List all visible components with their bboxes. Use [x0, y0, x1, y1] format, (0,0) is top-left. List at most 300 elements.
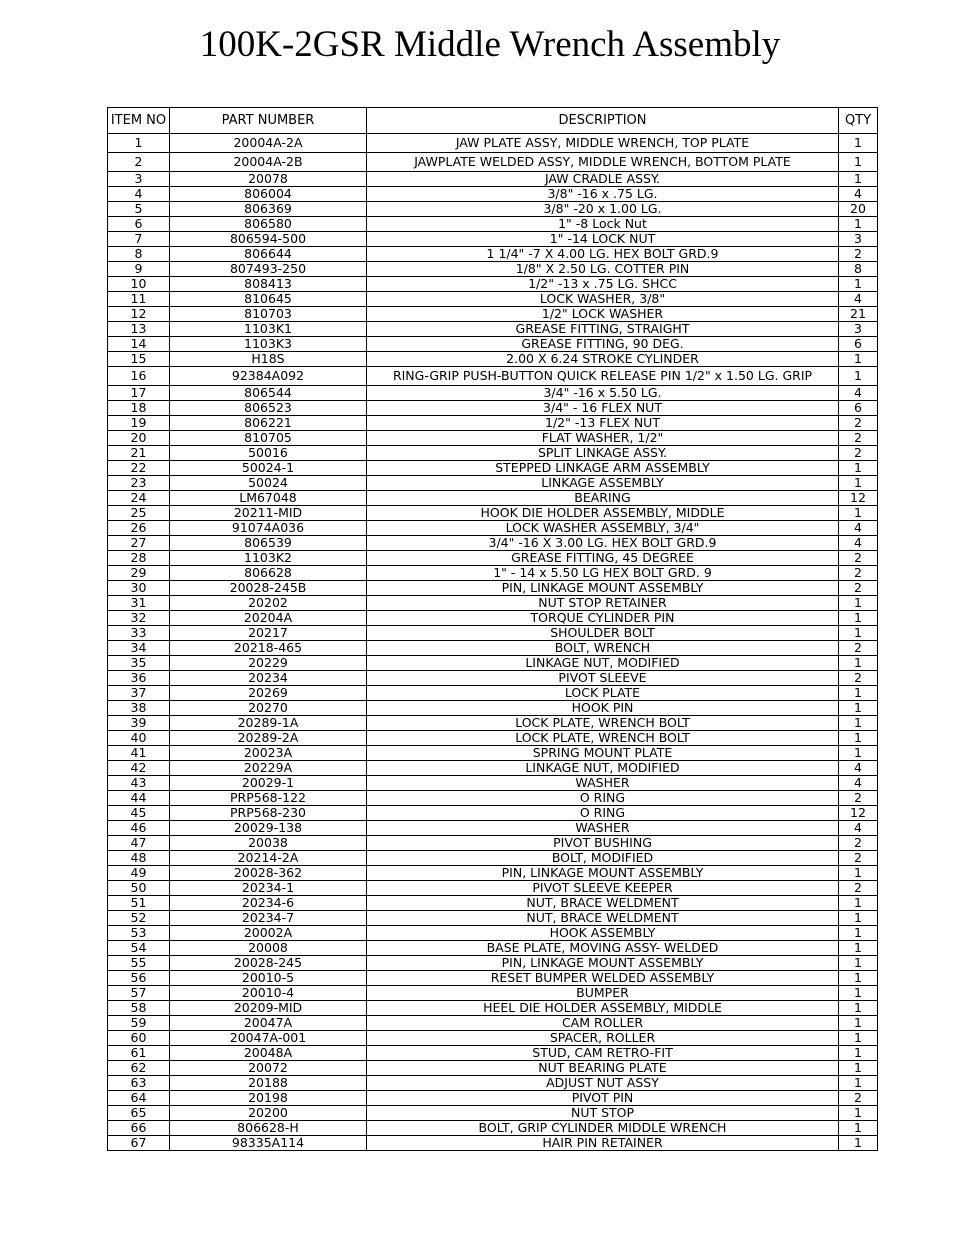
- qty-cell: 2: [839, 671, 878, 686]
- qty-cell: 2: [839, 851, 878, 866]
- description-cell: HOOK ASSEMBLY: [367, 926, 839, 941]
- qty-cell: 4: [839, 761, 878, 776]
- header-qty: QTY: [839, 108, 878, 134]
- qty-cell: 1: [839, 1046, 878, 1061]
- item-no-cell: 29: [108, 566, 170, 581]
- item-no-cell: 16: [108, 367, 170, 386]
- table-row: [108, 262, 878, 277]
- qty-cell: 4: [839, 187, 878, 202]
- description-cell: 3/8" -16 x .75 LG.: [367, 187, 839, 202]
- item-no-cell: 62: [108, 1061, 170, 1076]
- part-number-cell: 20004A-2A: [170, 134, 367, 153]
- qty-cell: 1: [839, 686, 878, 701]
- table-row: [108, 596, 878, 611]
- qty-cell: 1: [839, 911, 878, 926]
- description-cell: JAW CRADLE ASSY.: [367, 172, 839, 187]
- part-number-cell: 20229A: [170, 761, 367, 776]
- qty-cell: 20: [839, 202, 878, 217]
- item-no-cell: 7: [108, 232, 170, 247]
- table-row: [108, 491, 878, 506]
- table-row: [108, 791, 878, 806]
- table-row: [108, 401, 878, 416]
- part-number-cell: 20048A: [170, 1046, 367, 1061]
- item-no-cell: 38: [108, 701, 170, 716]
- description-cell: LOCK PLATE, WRENCH BOLT: [367, 731, 839, 746]
- description-cell: NUT STOP: [367, 1106, 839, 1121]
- table-row: [108, 821, 878, 836]
- qty-cell: 1: [839, 172, 878, 187]
- table-row: [108, 971, 878, 986]
- qty-cell: 2: [839, 431, 878, 446]
- part-number-cell: LM67048: [170, 491, 367, 506]
- part-number-cell: H18S: [170, 352, 367, 367]
- qty-cell: 1: [839, 134, 878, 153]
- description-cell: NUT, BRACE WELDMENT: [367, 911, 839, 926]
- table-row: [108, 941, 878, 956]
- part-number-cell: 91074A036: [170, 521, 367, 536]
- qty-cell: 1: [839, 701, 878, 716]
- description-cell: HOOK PIN: [367, 701, 839, 716]
- part-number-cell: 20289-1A: [170, 716, 367, 731]
- item-no-cell: 2: [108, 153, 170, 172]
- description-cell: 1" -14 LOCK NUT: [367, 232, 839, 247]
- item-no-cell: 34: [108, 641, 170, 656]
- description-cell: LOCK WASHER ASSEMBLY, 3/4": [367, 521, 839, 536]
- item-no-cell: 25: [108, 506, 170, 521]
- qty-cell: 1: [839, 656, 878, 671]
- part-number-cell: 20028-245: [170, 956, 367, 971]
- table-row: [108, 686, 878, 701]
- table-row: [108, 307, 878, 322]
- table-row: [108, 806, 878, 821]
- table-row: [108, 416, 878, 431]
- qty-cell: 1: [839, 461, 878, 476]
- description-cell: HOOK DIE HOLDER ASSEMBLY, MIDDLE: [367, 506, 839, 521]
- item-no-cell: 12: [108, 307, 170, 322]
- qty-cell: 4: [839, 536, 878, 551]
- item-no-cell: 41: [108, 746, 170, 761]
- item-no-cell: 65: [108, 1106, 170, 1121]
- description-cell: 3/4" -16 x 5.50 LG.: [367, 386, 839, 401]
- part-number-cell: 20217: [170, 626, 367, 641]
- item-no-cell: 27: [108, 536, 170, 551]
- item-no-cell: 45: [108, 806, 170, 821]
- item-no-cell: 26: [108, 521, 170, 536]
- table-row: [108, 896, 878, 911]
- qty-cell: 1: [839, 1031, 878, 1046]
- part-number-cell: 20029-1: [170, 776, 367, 791]
- qty-cell: 2: [839, 416, 878, 431]
- table-row: [108, 776, 878, 791]
- description-cell: CAM ROLLER: [367, 1016, 839, 1031]
- description-cell: JAWPLATE WELDED ASSY, MIDDLE WRENCH, BOTTOM PLATE: [367, 153, 839, 172]
- qty-cell: 1: [839, 611, 878, 626]
- description-cell: BASE PLATE, MOVING ASSY- WELDED: [367, 941, 839, 956]
- item-no-cell: 36: [108, 671, 170, 686]
- part-number-cell: 806580: [170, 217, 367, 232]
- item-no-cell: 47: [108, 836, 170, 851]
- item-no-cell: 43: [108, 776, 170, 791]
- page-title: 100K-2GSR Middle Wrench Assembly: [199, 24, 781, 65]
- description-cell: PIVOT PIN: [367, 1091, 839, 1106]
- description-cell: RING-GRIP PUSH-BUTTON QUICK RELEASE PIN 1/2" x 1.50 LG. GRIP: [367, 367, 839, 386]
- part-number-cell: 20200: [170, 1106, 367, 1121]
- header-part-number: PART NUMBER: [170, 108, 367, 134]
- qty-cell: 1: [839, 476, 878, 491]
- part-number-cell: 20010-4: [170, 986, 367, 1001]
- table-row: [108, 1046, 878, 1061]
- item-no-cell: 21: [108, 446, 170, 461]
- header-description: DESCRIPTION: [367, 108, 839, 134]
- part-number-cell: 20028-245B: [170, 581, 367, 596]
- table-row: [108, 581, 878, 596]
- description-cell: LINKAGE NUT, MODIFIED: [367, 656, 839, 671]
- table-row: [108, 153, 878, 172]
- table-row: [108, 476, 878, 491]
- part-number-cell: 806004: [170, 187, 367, 202]
- description-cell: 1/2" -13 x .75 LG. SHCC: [367, 277, 839, 292]
- item-no-cell: 19: [108, 416, 170, 431]
- part-number-cell: 20198: [170, 1091, 367, 1106]
- description-cell: LINKAGE NUT, MODIFIED: [367, 761, 839, 776]
- table-row: [108, 506, 878, 521]
- qty-cell: 1: [839, 1106, 878, 1121]
- part-number-cell: PRP568-122: [170, 791, 367, 806]
- qty-cell: 2: [839, 247, 878, 262]
- description-cell: NUT, BRACE WELDMENT: [367, 896, 839, 911]
- item-no-cell: 20: [108, 431, 170, 446]
- item-no-cell: 51: [108, 896, 170, 911]
- description-cell: NUT STOP RETAINER: [367, 596, 839, 611]
- table-row: [108, 187, 878, 202]
- qty-cell: 6: [839, 401, 878, 416]
- item-no-cell: 52: [108, 911, 170, 926]
- part-number-cell: 20211-MID: [170, 506, 367, 521]
- part-number-cell: 810645: [170, 292, 367, 307]
- item-no-cell: 39: [108, 716, 170, 731]
- item-no-cell: 46: [108, 821, 170, 836]
- table-row: [108, 1061, 878, 1076]
- qty-cell: 6: [839, 337, 878, 352]
- table-row: [108, 1106, 878, 1121]
- item-no-cell: 5: [108, 202, 170, 217]
- description-cell: BOLT, GRIP CYLINDER MIDDLE WRENCH: [367, 1121, 839, 1136]
- description-cell: O RING: [367, 791, 839, 806]
- qty-cell: 1: [839, 1001, 878, 1016]
- part-number-cell: 808413: [170, 277, 367, 292]
- table-row: [108, 881, 878, 896]
- description-cell: GREASE FITTING, STRAIGHT: [367, 322, 839, 337]
- item-no-cell: 31: [108, 596, 170, 611]
- qty-cell: 2: [839, 581, 878, 596]
- qty-cell: 1: [839, 1121, 878, 1136]
- qty-cell: 2: [839, 551, 878, 566]
- item-no-cell: 66: [108, 1121, 170, 1136]
- qty-cell: 4: [839, 386, 878, 401]
- part-number-cell: 20270: [170, 701, 367, 716]
- part-number-cell: 810705: [170, 431, 367, 446]
- qty-cell: 1: [839, 153, 878, 172]
- part-number-cell: 20038: [170, 836, 367, 851]
- description-cell: GREASE FITTING, 45 DEGREE: [367, 551, 839, 566]
- part-number-cell: 1103K3: [170, 337, 367, 352]
- part-number-cell: 20028-362: [170, 866, 367, 881]
- description-cell: RESET BUMPER WELDED ASSEMBLY: [367, 971, 839, 986]
- description-cell: HEEL DIE HOLDER ASSEMBLY, MIDDLE: [367, 1001, 839, 1016]
- table-row: [108, 1001, 878, 1016]
- part-number-cell: 20029-138: [170, 821, 367, 836]
- description-cell: LOCK WASHER, 3/8": [367, 292, 839, 307]
- description-cell: HAIR PIN RETAINER: [367, 1136, 839, 1151]
- table-row: [108, 986, 878, 1001]
- item-no-cell: 28: [108, 551, 170, 566]
- description-cell: 1 1/4" -7 X 4.00 LG. HEX BOLT GRD.9: [367, 247, 839, 262]
- qty-cell: 4: [839, 776, 878, 791]
- qty-cell: 1: [839, 217, 878, 232]
- parts-table: [107, 107, 878, 1151]
- qty-cell: 1: [839, 716, 878, 731]
- table-row: [108, 1136, 878, 1151]
- table-row: [108, 337, 878, 352]
- qty-cell: 4: [839, 521, 878, 536]
- qty-cell: 2: [839, 836, 878, 851]
- header-item-no: ITEM NO: [108, 108, 170, 134]
- item-no-cell: 64: [108, 1091, 170, 1106]
- table-row: [108, 671, 878, 686]
- qty-cell: 2: [839, 791, 878, 806]
- table-row: [108, 1091, 878, 1106]
- description-cell: 3/4" -16 X 3.00 LG. HEX BOLT GRD.9: [367, 536, 839, 551]
- qty-cell: 2: [839, 566, 878, 581]
- item-no-cell: 13: [108, 322, 170, 337]
- item-no-cell: 10: [108, 277, 170, 292]
- item-no-cell: 35: [108, 656, 170, 671]
- item-no-cell: 48: [108, 851, 170, 866]
- table-row: [108, 611, 878, 626]
- description-cell: FLAT WASHER, 1/2": [367, 431, 839, 446]
- table-row: [108, 367, 878, 386]
- item-no-cell: 1: [108, 134, 170, 153]
- table-row: [108, 731, 878, 746]
- item-no-cell: 6: [108, 217, 170, 232]
- qty-cell: 3: [839, 322, 878, 337]
- qty-cell: 1: [839, 941, 878, 956]
- description-cell: 1" -8 Lock Nut: [367, 217, 839, 232]
- part-number-cell: 806644: [170, 247, 367, 262]
- part-number-cell: 20010-5: [170, 971, 367, 986]
- description-cell: BOLT, MODIFIED: [367, 851, 839, 866]
- part-number-cell: 806221: [170, 416, 367, 431]
- table-row: [108, 352, 878, 367]
- qty-cell: 12: [839, 491, 878, 506]
- part-number-cell: 20047A: [170, 1016, 367, 1031]
- part-number-cell: 1103K1: [170, 322, 367, 337]
- item-no-cell: 56: [108, 971, 170, 986]
- description-cell: LOCK PLATE, WRENCH BOLT: [367, 716, 839, 731]
- description-cell: 2.00 X 6.24 STROKE CYLINDER: [367, 352, 839, 367]
- table-row: [108, 926, 878, 941]
- table-row: [108, 1016, 878, 1031]
- description-cell: O RING: [367, 806, 839, 821]
- description-cell: PIN, LINKAGE MOUNT ASSEMBLY: [367, 956, 839, 971]
- part-number-cell: PRP568-230: [170, 806, 367, 821]
- item-no-cell: 32: [108, 611, 170, 626]
- table-row: [108, 521, 878, 536]
- item-no-cell: 63: [108, 1076, 170, 1091]
- table-row: [108, 551, 878, 566]
- description-cell: SHOULDER BOLT: [367, 626, 839, 641]
- part-number-cell: 20047A-001: [170, 1031, 367, 1046]
- qty-cell: 1: [839, 746, 878, 761]
- item-no-cell: 40: [108, 731, 170, 746]
- description-cell: LINKAGE ASSEMBLY: [367, 476, 839, 491]
- qty-cell: 3: [839, 232, 878, 247]
- part-number-cell: 20234-6: [170, 896, 367, 911]
- table-row: [108, 134, 878, 153]
- description-cell: 3/4" - 16 FLEX NUT: [367, 401, 839, 416]
- qty-cell: 2: [839, 641, 878, 656]
- table-row: [108, 956, 878, 971]
- part-number-cell: 20008: [170, 941, 367, 956]
- qty-cell: 1: [839, 626, 878, 641]
- part-number-cell: 807493-250: [170, 262, 367, 277]
- qty-cell: 1: [839, 596, 878, 611]
- table-row: [108, 386, 878, 401]
- part-number-cell: 20078: [170, 172, 367, 187]
- table-row: [108, 911, 878, 926]
- item-no-cell: 8: [108, 247, 170, 262]
- part-number-cell: 806539: [170, 536, 367, 551]
- qty-cell: 4: [839, 821, 878, 836]
- item-no-cell: 18: [108, 401, 170, 416]
- table-row: [108, 172, 878, 187]
- part-number-cell: 20004A-2B: [170, 153, 367, 172]
- description-cell: 3/8" -20 x 1.00 LG.: [367, 202, 839, 217]
- qty-cell: 1: [839, 971, 878, 986]
- table-row: [108, 641, 878, 656]
- part-number-cell: 20204A: [170, 611, 367, 626]
- part-number-cell: 806628-H: [170, 1121, 367, 1136]
- item-no-cell: 11: [108, 292, 170, 307]
- table-row: [108, 626, 878, 641]
- item-no-cell: 30: [108, 581, 170, 596]
- part-number-cell: 20214-2A: [170, 851, 367, 866]
- item-no-cell: 42: [108, 761, 170, 776]
- part-number-cell: 98335A114: [170, 1136, 367, 1151]
- qty-cell: 8: [839, 262, 878, 277]
- table-row: [108, 1076, 878, 1091]
- qty-cell: 1: [839, 986, 878, 1001]
- description-cell: BUMPER: [367, 986, 839, 1001]
- item-no-cell: 67: [108, 1136, 170, 1151]
- qty-cell: 2: [839, 881, 878, 896]
- table-row: [108, 322, 878, 337]
- item-no-cell: 9: [108, 262, 170, 277]
- part-number-cell: 20234: [170, 671, 367, 686]
- description-cell: ADJUST NUT ASSY: [367, 1076, 839, 1091]
- description-cell: 1" - 14 x 5.50 LG HEX BOLT GRD. 9: [367, 566, 839, 581]
- description-cell: 1/8" X 2.50 LG. COTTER PIN: [367, 262, 839, 277]
- part-number-cell: 806544: [170, 386, 367, 401]
- description-cell: PIVOT SLEEVE: [367, 671, 839, 686]
- table-row: [108, 716, 878, 731]
- qty-cell: 1: [839, 956, 878, 971]
- table-row: [108, 461, 878, 476]
- qty-cell: 2: [839, 1091, 878, 1106]
- part-number-cell: 806369: [170, 202, 367, 217]
- description-cell: WASHER: [367, 776, 839, 791]
- qty-cell: 1: [839, 506, 878, 521]
- qty-cell: 12: [839, 806, 878, 821]
- description-cell: JAW PLATE ASSY, MIDDLE WRENCH, TOP PLATE: [367, 134, 839, 153]
- item-no-cell: 61: [108, 1046, 170, 1061]
- part-number-cell: 92384A092: [170, 367, 367, 386]
- description-cell: SPLIT LINKAGE ASSY.: [367, 446, 839, 461]
- item-no-cell: 33: [108, 626, 170, 641]
- description-cell: BOLT, WRENCH: [367, 641, 839, 656]
- description-cell: SPRING MOUNT PLATE: [367, 746, 839, 761]
- description-cell: PIN, LINKAGE MOUNT ASSEMBLY: [367, 866, 839, 881]
- table-row: [108, 1031, 878, 1046]
- description-cell: 1/2" LOCK WASHER: [367, 307, 839, 322]
- part-number-cell: 20229: [170, 656, 367, 671]
- part-number-cell: 20234-1: [170, 881, 367, 896]
- item-no-cell: 49: [108, 866, 170, 881]
- description-cell: GREASE FITTING, 90 DEG.: [367, 337, 839, 352]
- item-no-cell: 50: [108, 881, 170, 896]
- part-number-cell: 50024-1: [170, 461, 367, 476]
- part-number-cell: 50024: [170, 476, 367, 491]
- part-number-cell: 20289-2A: [170, 731, 367, 746]
- item-no-cell: 57: [108, 986, 170, 1001]
- item-no-cell: 22: [108, 461, 170, 476]
- table-row: [108, 536, 878, 551]
- description-cell: STEPPED LINKAGE ARM ASSEMBLY: [367, 461, 839, 476]
- qty-cell: 1: [839, 1061, 878, 1076]
- table-row: [108, 701, 878, 716]
- qty-cell: 21: [839, 307, 878, 322]
- part-number-cell: 1103K2: [170, 551, 367, 566]
- description-cell: WASHER: [367, 821, 839, 836]
- table-row: [108, 866, 878, 881]
- part-number-cell: 20202: [170, 596, 367, 611]
- qty-cell: 1: [839, 1016, 878, 1031]
- table-row: [108, 836, 878, 851]
- table-row: [108, 202, 878, 217]
- description-cell: TORQUE CYLINDER PIN: [367, 611, 839, 626]
- qty-cell: 1: [839, 731, 878, 746]
- table-row: [108, 761, 878, 776]
- table-row: [108, 1121, 878, 1136]
- item-no-cell: 37: [108, 686, 170, 701]
- table-row: [108, 851, 878, 866]
- part-number-cell: 20072: [170, 1061, 367, 1076]
- table-row: [108, 247, 878, 262]
- table-row: [108, 292, 878, 307]
- item-no-cell: 14: [108, 337, 170, 352]
- qty-cell: 1: [839, 367, 878, 386]
- part-number-cell: 20023A: [170, 746, 367, 761]
- table-row: [108, 566, 878, 581]
- table-row: [108, 446, 878, 461]
- qty-cell: 1: [839, 896, 878, 911]
- item-no-cell: 3: [108, 172, 170, 187]
- description-cell: PIVOT SLEEVE KEEPER: [367, 881, 839, 896]
- part-number-cell: 806523: [170, 401, 367, 416]
- part-number-cell: 810703: [170, 307, 367, 322]
- description-cell: SPACER, ROLLER: [367, 1031, 839, 1046]
- item-no-cell: 23: [108, 476, 170, 491]
